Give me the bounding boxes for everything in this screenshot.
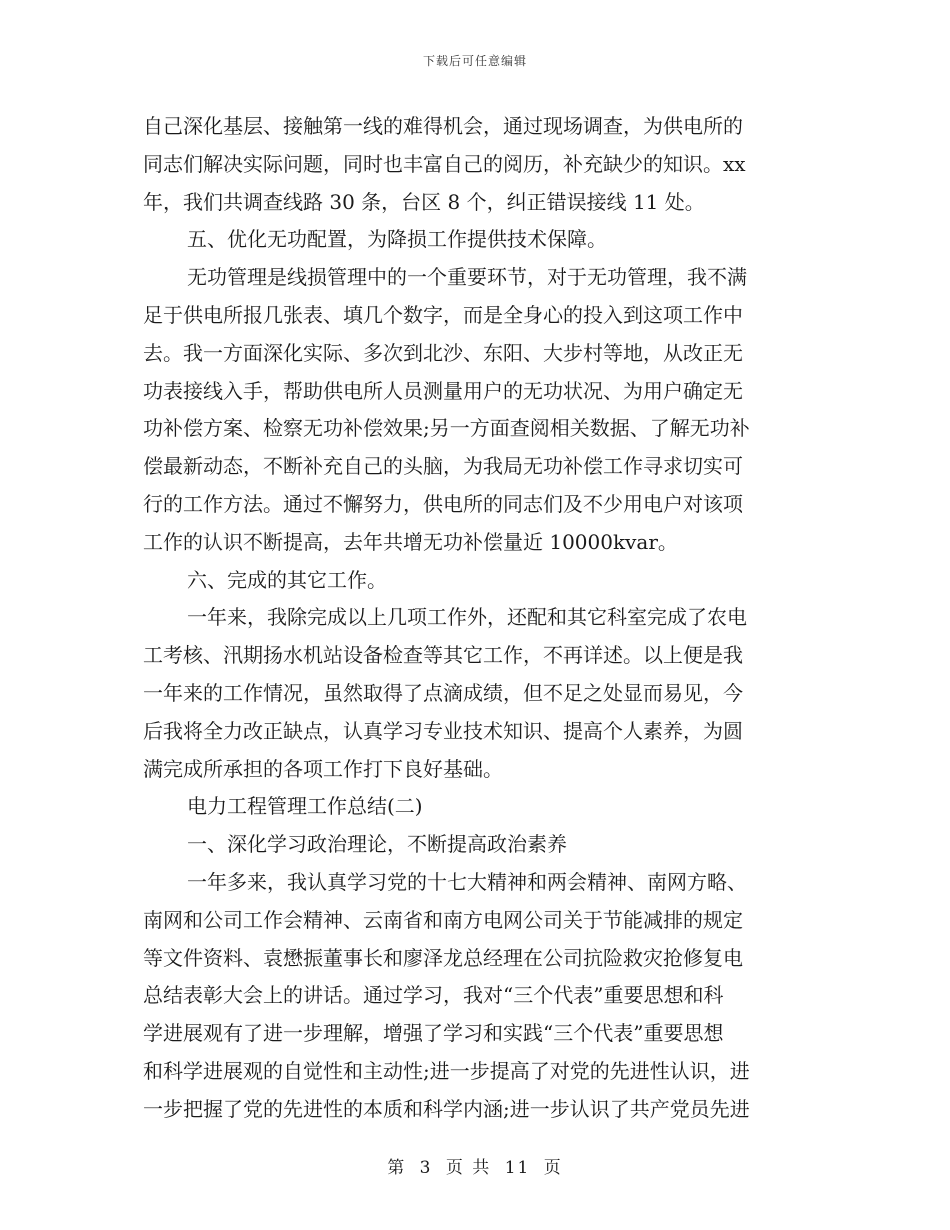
footer-total-pages: 11 — [504, 1158, 531, 1178]
text-line: 满完成所承担的各项工作打下良好基础。 — [143, 756, 503, 781]
text-line: 年，我们共调查线路 30 条，台区 8 个，纠正错误接线 11 处。 — [143, 189, 705, 214]
text-line: 后我将全力改正缺点，认真学习专业技术知识、提高个人素养，为圆 — [143, 718, 743, 743]
text-line: 学进展观有了进一步理解，增强了学习和实践“三个代表”重要思想 — [143, 1021, 724, 1046]
footer-suffix: 页 — [543, 1158, 563, 1178]
text-line: 六、完成的其它工作。 — [187, 567, 387, 592]
text-line: 一、深化学习政治理论，不断提高政治素养 — [187, 832, 567, 857]
text-line: 南网和公司工作会精神、云南省和南方电网公司关于节能减排的规定 — [143, 907, 743, 932]
footer-page-number: 3 — [419, 1158, 433, 1178]
text-line: 等文件资料、袁懋振董事长和廖泽龙总经理在公司抗险救灾抢修复电 — [143, 945, 743, 970]
text-line: 去。我一方面深化实际、多次到北沙、东阳、大步村等地，从改正无 — [143, 340, 743, 365]
text-line: 电力工程管理工作总结(二) — [187, 794, 423, 819]
footer-prefix: 第 — [387, 1158, 407, 1178]
text-line: 功补偿方案、检察无功补偿效果;另一方面查阅相关数据、了解无功补 — [143, 416, 750, 441]
footer-middle: 页 共 — [445, 1158, 492, 1178]
text-line: 五、优化无功配置，为降损工作提供技术保障。 — [187, 227, 607, 252]
text-line: 总结表彰大会上的讲话。通过学习，我对“三个代表”重要思想和科 — [143, 983, 724, 1008]
text-line: 自己深化基层、接触第一线的难得机会，通过现场调查，为供电所的 — [143, 114, 743, 138]
text-line: 偿最新动态，不断补充自己的头脑，为我局无功补偿工作寻求切实可 — [143, 454, 743, 479]
document-body — [143, 108, 807, 1129]
text-line: 一步把握了党的先进性的本质和科学内涵;进一步认识了共产党员先进 — [143, 1096, 750, 1121]
text-line: 一年多来，我认真学习党的十七大精神和两会精神、南网方略、 — [187, 869, 747, 894]
text-line: 足于供电所报几张表、填几个数字，而是全身心的投入到这项工作中 — [143, 302, 743, 327]
text-line: 一年来的工作情况，虽然取得了点滴成绩，但不足之处显而易见，今 — [143, 680, 743, 705]
text-line: 一年来，我除完成以上几项工作外，还配和其它科室完成了农电 — [187, 605, 747, 630]
text-line: 无功管理是线损管理中的一个重要环节，对于无功管理，我不满 — [187, 265, 747, 290]
page-footer — [0, 1153, 950, 1178]
text-line: 同志们解决实际问题，同时也丰富自己的阅历，补充缺少的知识。xx — [143, 151, 746, 176]
text-line: 功表接线入手，帮助供电所人员测量用户的无功状况、为用户确定无 — [143, 378, 743, 403]
text-line: 和科学进展观的自觉性和主动性;进一步提高了对党的先进性认识，进 — [143, 1058, 750, 1083]
text-line: 行的工作方法。通过不懈努力，供电所的同志们及不少用电户对该项 — [143, 491, 743, 516]
page-header-note: 下载后可任意编辑 — [422, 54, 527, 68]
text-line: 工考核、汛期扬水机站设备检查等其它工作，不再详述。以上便是我 — [143, 643, 743, 668]
text-line: 工作的认识不断提高，去年共增无功补偿量近 10000kvar。 — [143, 529, 678, 554]
